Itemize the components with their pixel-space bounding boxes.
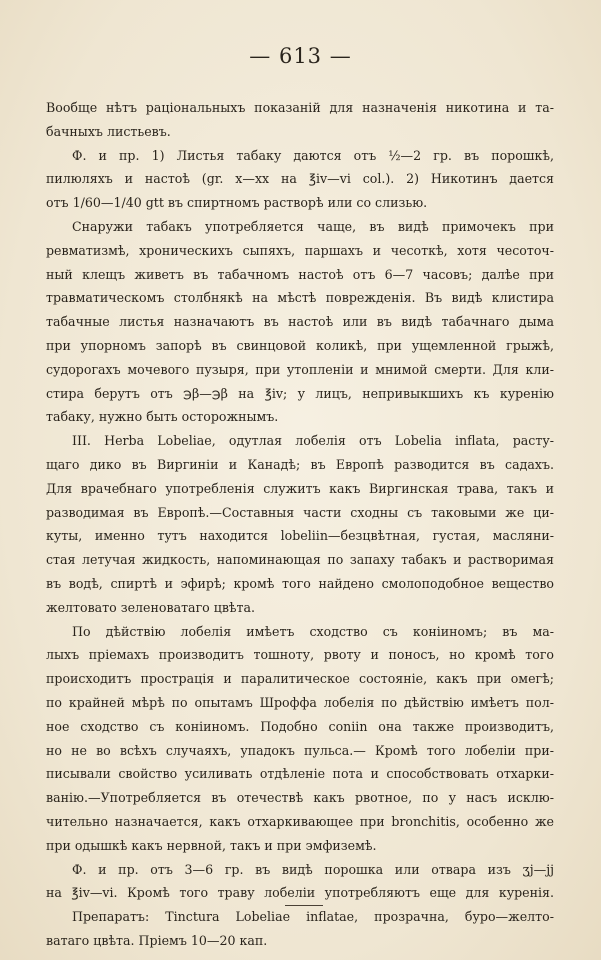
text-line: писывали свойство усиливать отдѣленіе пота и способствовать отхарки- [46, 766, 554, 782]
text-line: табачные листья назначаютъ въ настоѣ или въ видѣ табачнаго дыма [46, 314, 554, 330]
text-line: куты, именно тутъ находится lobeliin—безцвѣтная, густая, масляни- [46, 528, 554, 544]
text-line: ватаго цвѣта. Пріемъ 10—20 кап. [46, 932, 268, 948]
text-line: Для врачебнаго употребленія служитъ какъ Виргинская трава, такъ и [46, 480, 554, 496]
text-line: пилюляхъ и настоѣ (gr. x—xx на ℥iv—vi col.). 2) Никотинъ дается [46, 171, 554, 187]
text-line: но не во всѣхъ случаяхъ, упадокъ пульса.— Кромѣ того лобеліи при- [46, 742, 554, 758]
text-line: чительно назначается, какъ отхаркивающее при bronchitis, особенно же [46, 813, 554, 829]
text-line: Препаратъ: Tinctura Lobeliae inflatae, прозрачна, буро—желто- [72, 909, 554, 925]
text-line: табаку, нужно быть осторожнымъ. [46, 409, 279, 425]
text-line: ревматизмѣ, хроническихъ сыпяхъ, паршахъ и чесоткѣ, хотя чесоточ- [46, 242, 554, 258]
text-line: бачныхъ листьевъ. [46, 123, 171, 139]
text-line: III. Herba Lobeliae, одутлая лобелія отъ Lobelia inflata, расту- [72, 433, 554, 449]
body-text [46, 96, 554, 953]
text-line: ное сходство съ коніиномъ. Подобно coniin она также производитъ, [46, 718, 554, 734]
text-line: стая летучая жидкость, напоминающая по запаху табакъ и растворимая [46, 552, 554, 568]
text-line: ванію.—Употребляется въ отечествѣ какъ рвотное, по у насъ исклю- [46, 790, 554, 806]
text-line: лыхъ пріемахъ производитъ тошноту, рвоту и поносъ, но кромѣ того [46, 647, 554, 663]
text-line: Снаружи табакъ употребляется чаще, въ видѣ примочекъ при [72, 218, 554, 234]
text-line: желтовато зеленоватаго цвѣта. [46, 599, 256, 615]
text-line: при одышкѣ какъ нервной, такъ и при эмфиземѣ. [46, 837, 377, 853]
text-line: въ водѣ, спиртѣ и эфирѣ; кромѣ того найдено смолоподобное вещество [46, 575, 554, 591]
text-line: при упорномъ запорѣ въ свинцовой коликѣ, при ущемленной грыжѣ, [46, 337, 554, 353]
footer-rule [285, 905, 323, 906]
text-line: щаго дико въ Виргиніи и Канадѣ; въ Европѣ разводится въ садахъ. [46, 456, 554, 472]
text-line: стира берутъ отъ ℈β—℈β на ℥iv; у лицъ, непривыкшихъ къ куренію [46, 385, 554, 401]
text-line: травматическомъ столбнякѣ на мѣстѣ поврежденія. Въ видѣ клистира [46, 290, 554, 306]
text-line: Ф. и пр. 1) Листья табаку даются отъ ½—2 гр. въ порошкѣ, [72, 147, 554, 163]
text-line: судорогахъ мочевого пузыря, при утопленіи и мнимой смерти. Для кли- [46, 361, 554, 377]
text-line: Ф. и пр. отъ 3—6 гр. въ видѣ порошка или отвара изъ ʒj—jj [72, 861, 554, 877]
text-line: ный клещъ живетъ въ табачномъ настоѣ отъ 6—7 часовъ; далѣе при [46, 266, 554, 282]
text-line: происходитъ прострація и паралитическое состояніе, какъ при омегѣ; [46, 671, 554, 687]
text-line: разводимая въ Европѣ.—Составныя части сходны съ таковыми же ци- [46, 504, 554, 520]
page-number: — 613 — [249, 44, 352, 68]
text-line: отъ 1/60—1/40 gtt въ спиртномъ растворѣ или со слизью. [46, 195, 428, 211]
text-line: на ℥iv—vi. Кромѣ того траву лобеліи употребляютъ еще для куренія. [46, 885, 554, 901]
text-line: По дѣйствію лобелія имѣетъ сходство съ коніиномъ; въ ма- [72, 623, 554, 639]
text-line: по крайней мѣрѣ по опытамъ Шроффа лобелія по дѣйствію имѣетъ пол- [46, 694, 554, 710]
text-line: Вообще нѣтъ раціональныхъ показаній для назначенія никотина и та- [46, 100, 554, 115]
